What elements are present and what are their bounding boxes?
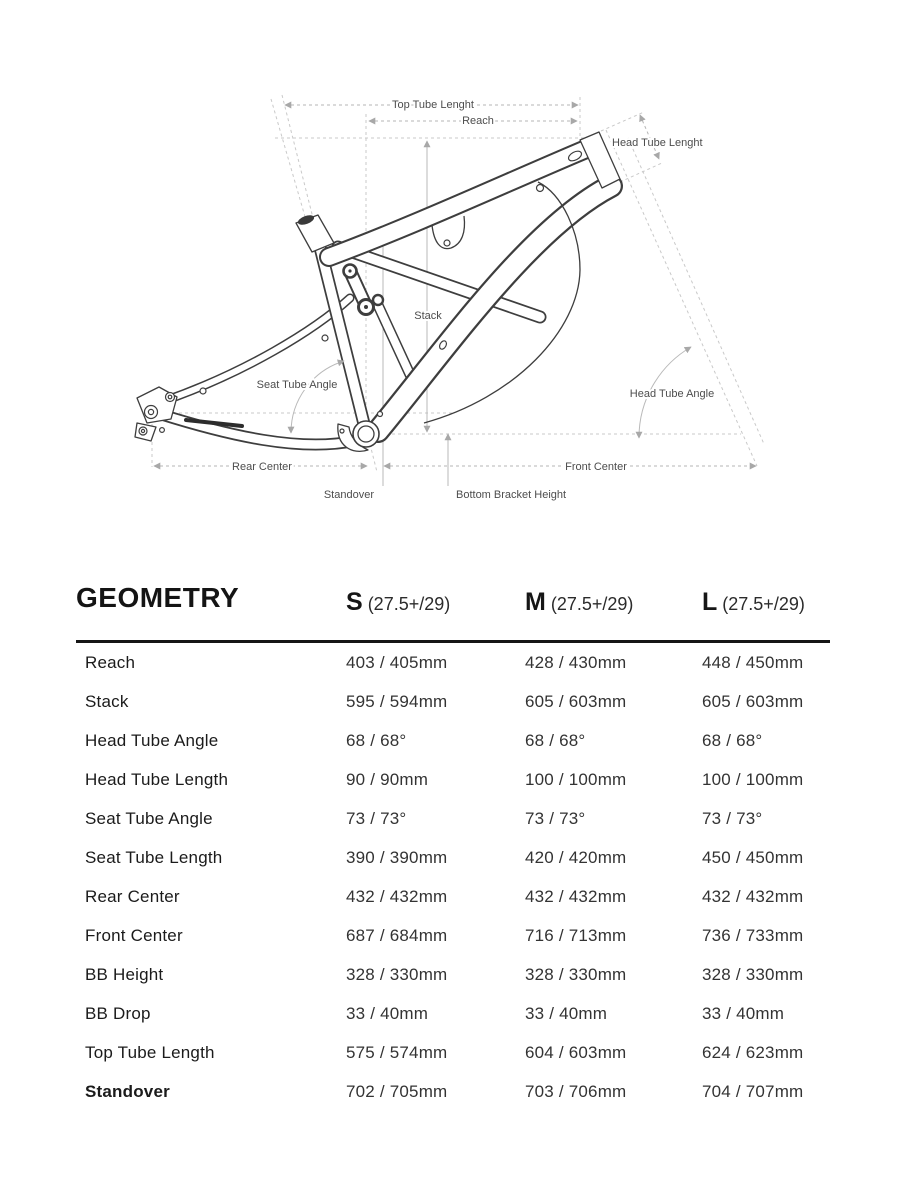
reach-label: Reach — [462, 115, 494, 127]
standover-label: Standover — [323, 489, 374, 501]
row-value: 604 / 603mm — [525, 1042, 627, 1062]
row-value: 595 / 594mm — [346, 691, 448, 711]
row-value: 432 / 432mm — [702, 886, 804, 906]
frame-geometry-diagram — [0, 0, 900, 545]
column-header-size-m — [525, 588, 633, 617]
table-row — [76, 877, 836, 916]
row-value: 704 / 707mm — [702, 1081, 804, 1101]
row-value: 100 / 100mm — [702, 769, 804, 789]
row-value: 575 / 574mm — [346, 1042, 448, 1062]
row-value: 33 / 40mm — [346, 1003, 429, 1023]
row-label: Front Center — [85, 925, 183, 945]
row-value: 420 / 420mm — [525, 847, 627, 867]
row-label: Standover — [85, 1081, 170, 1101]
row-label: BB Height — [85, 964, 164, 984]
column-header-size-s — [346, 588, 450, 617]
size-m-wheel-label: (27.5+/29) — [550, 594, 634, 614]
row-value: 328 / 330mm — [346, 964, 448, 984]
seat-tube-angle-arc — [291, 361, 344, 433]
row-value: 702 / 705mm — [346, 1081, 448, 1101]
row-value: 448 / 450mm — [702, 652, 804, 672]
top-tube-length-label: Top Tube Lenght — [392, 99, 474, 111]
head-tube-length-label: Head Tube Lenght — [612, 137, 703, 149]
table-row — [76, 955, 836, 994]
row-value: 390 / 390mm — [346, 847, 448, 867]
row-label: Rear Center — [85, 886, 180, 906]
row-label: Seat Tube Length — [85, 847, 223, 867]
bottom-bracket-height-label: Bottom Bracket Height — [456, 489, 567, 501]
row-value: 33 / 40mm — [702, 1003, 785, 1023]
table-row — [76, 1072, 836, 1111]
table-row — [76, 994, 836, 1033]
row-value: 68 / 68° — [702, 730, 763, 750]
row-value: 624 / 623mm — [702, 1042, 804, 1062]
row-value: 403 / 405mm — [346, 652, 448, 672]
table-row — [76, 760, 836, 799]
row-value: 432 / 432mm — [525, 886, 627, 906]
row-value: 716 / 713mm — [525, 925, 627, 945]
front-center-label: Front Center — [565, 461, 627, 473]
row-label: Stack — [85, 691, 129, 711]
bike-frame-drawing — [135, 132, 620, 451]
size-l-wheel-label: (27.5+/29) — [722, 594, 805, 614]
table-row — [76, 838, 836, 877]
table-row — [76, 643, 836, 682]
row-value: 90 / 90mm — [346, 769, 429, 789]
stack-label: Stack — [414, 310, 442, 322]
row-label: Top Tube Length — [85, 1042, 215, 1062]
rear-center-label: Rear Center — [232, 461, 292, 473]
row-label: Seat Tube Angle — [85, 808, 213, 828]
table-row — [76, 682, 836, 721]
row-value: 428 / 430mm — [525, 652, 627, 672]
seat-tube-angle-label: Seat Tube Angle — [256, 379, 338, 391]
row-label: Reach — [85, 652, 136, 672]
row-value: 68 / 68° — [525, 730, 586, 750]
head-tube-angle-label: Head Tube Angle — [629, 388, 715, 400]
row-value: 68 / 68° — [346, 730, 407, 750]
table-row — [76, 1033, 836, 1072]
table-row — [76, 721, 836, 760]
row-value: 73 / 73° — [525, 808, 586, 828]
row-value: 450 / 450mm — [702, 847, 804, 867]
row-label: Head Tube Angle — [85, 730, 219, 750]
column-header-size-l — [702, 588, 805, 617]
row-value: 100 / 100mm — [525, 769, 627, 789]
table-row — [76, 916, 836, 955]
row-value: 73 / 73° — [346, 808, 407, 828]
row-value: 432 / 432mm — [346, 886, 448, 906]
row-value: 687 / 684mm — [346, 925, 448, 945]
row-value: 328 / 330mm — [702, 964, 804, 984]
row-value: 736 / 733mm — [702, 925, 804, 945]
row-value: 605 / 603mm — [525, 691, 627, 711]
size-s-label: S — [346, 588, 363, 616]
size-m-label: M — [525, 588, 546, 616]
table-title: GEOMETRY — [76, 582, 240, 613]
row-value: 328 / 330mm — [525, 964, 627, 984]
table-row — [76, 799, 836, 838]
row-label: Head Tube Length — [85, 769, 229, 789]
row-label: BB Drop — [85, 1003, 151, 1023]
row-value: 33 / 40mm — [525, 1003, 608, 1023]
row-value: 605 / 603mm — [702, 691, 804, 711]
row-value: 73 / 73° — [702, 808, 763, 828]
size-s-wheel-label: (27.5+/29) — [367, 594, 451, 614]
row-value: 703 / 706mm — [525, 1081, 627, 1101]
size-l-label: L — [702, 588, 718, 616]
